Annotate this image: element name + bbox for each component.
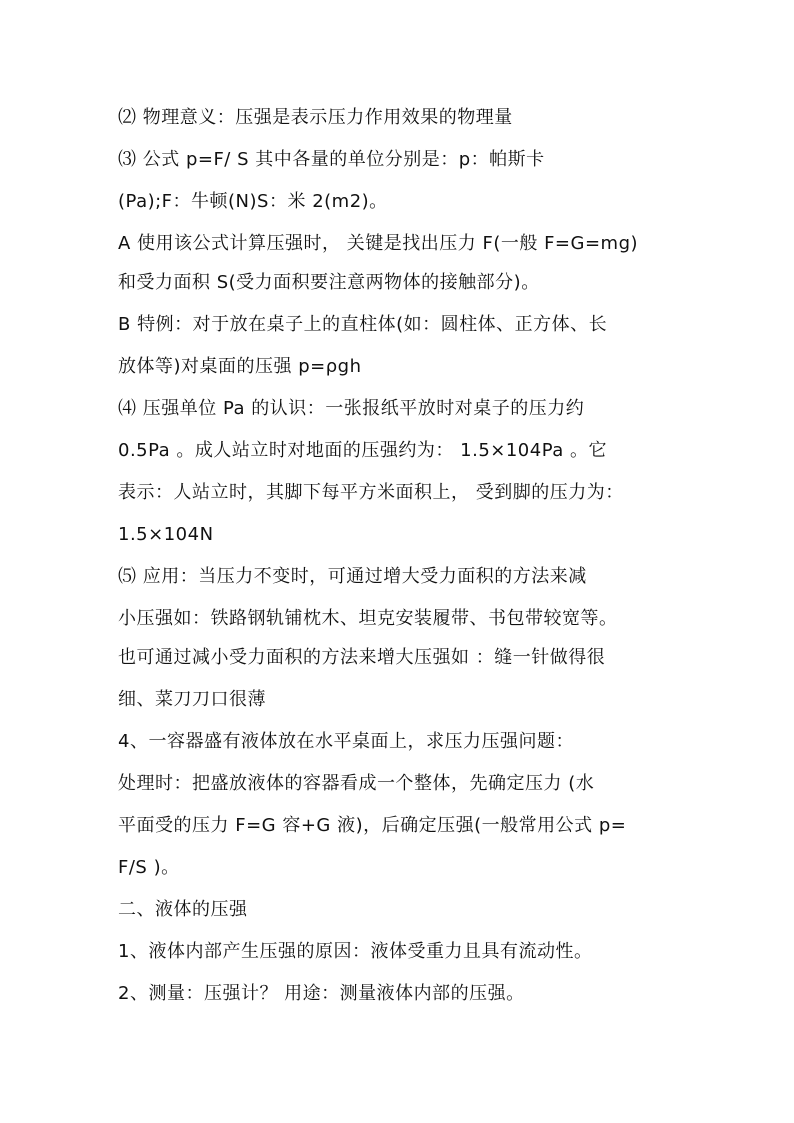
text-line: 4、一容器盛有液体放在水平桌面上，求压力压强问题：: [118, 731, 574, 752]
text-line: 处理时：把盛放液体的容器看成一个整体，先确定压力 (水: [118, 773, 595, 794]
text-line: ⑷ 压强单位 Pa 的认识：一张报纸平放时对桌子的压力约: [118, 398, 585, 419]
text-line: ⑶ 公式 p=F/ S 其中各量的单位分别是：p：帕斯卡: [118, 149, 545, 170]
text-line: 细、菜刀刀口很薄: [118, 689, 266, 710]
text-line: 和受力面积 S(受力面积要注意两物体的接触部分)。: [118, 272, 540, 293]
text-line: 0.5Pa 。成人站立时对地面的压强约为： 1.5×104Pa 。它: [118, 440, 608, 461]
text-line: 表示：人站立时，其脚下每平方米面积上， 受到脚的压力为：: [118, 482, 624, 503]
text-line: A 使用该公式计算压强时， 关键是找出压力 F(一般 F=G=mg): [118, 233, 639, 254]
text-line: 1、液体内部产生压强的原因：液体受重力且具有流动性。: [118, 941, 593, 962]
text-line: F/S )。: [118, 857, 180, 878]
text-line: 2、测量：压强计？ 用途：测量液体内部的压强。: [118, 983, 525, 1004]
section-heading: 二、液体的压强: [118, 899, 248, 920]
text-line: ⑸ 应用：当压力不变时，可通过增大受力面积的方法来减: [118, 566, 587, 587]
text-line: (Pa);F：牛顿(N)S：米 2(m2)。: [118, 191, 388, 212]
text-line: 1.5×104N: [118, 524, 214, 545]
text-line: 平面受的压力 F=G 容+G 液)，后确定压强(一般常用公式 p=: [118, 815, 627, 836]
text-line: 放体等)对桌面的压强 p=ρgh: [118, 356, 362, 377]
text-line: 小压强如：铁路钢轨铺枕木、坦克安装履带、书包带较宽等。: [118, 608, 618, 629]
text-line: B 特例：对于放在桌子上的直柱体(如：圆柱体、正方体、长: [118, 314, 608, 335]
text-line: 也可通过减小受力面积的方法来增大压强如 ：缝一针做得很: [118, 647, 606, 668]
text-line: ⑵ 物理意义：压强是表示压力作用效果的物理量: [118, 107, 513, 128]
